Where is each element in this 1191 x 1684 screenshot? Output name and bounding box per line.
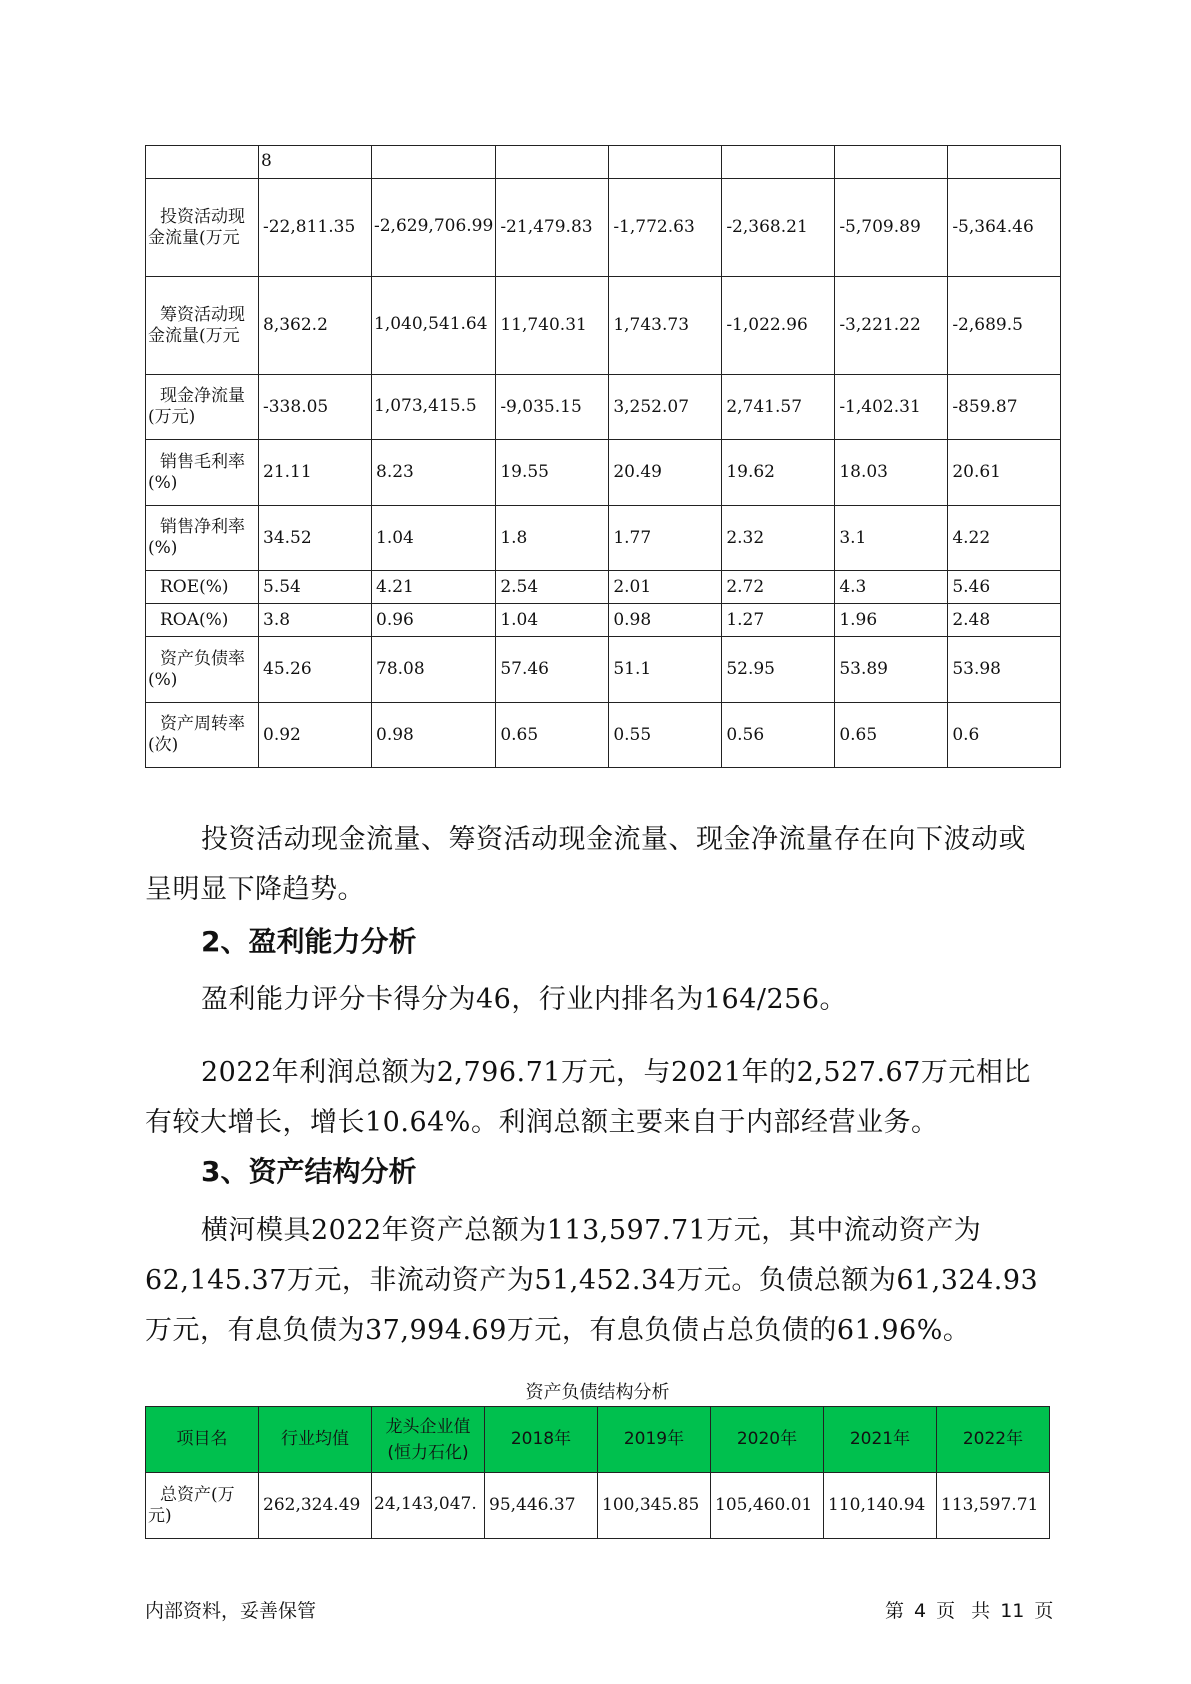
table-cell: -859.87 (948, 375, 1061, 440)
table-cell: 4.22 (948, 506, 1061, 571)
table-cell: 5.54 (259, 571, 372, 604)
row-label: 现金净流量 (万元) (146, 375, 259, 440)
column-header: 行业均值 (259, 1407, 372, 1473)
table-cell: 18.03 (835, 440, 948, 506)
table-cell (372, 146, 496, 179)
table-cell: 4.3 (835, 571, 948, 604)
column-header: 龙头企业值 (恒力石化) (372, 1407, 485, 1473)
table-cell: 53.98 (948, 637, 1061, 703)
table-cell: 2.32 (722, 506, 835, 571)
table-cell (496, 146, 609, 179)
row-label: 筹资活动现 金流量(万元 (146, 277, 259, 375)
table-cell: -1,022.96 (722, 277, 835, 375)
cashflow-summary-paragraph: 投资活动现金流量、筹资活动现金流量、现金净流量存在向下波动或呈明显下降趋势。 (145, 824, 1026, 905)
table-cell: 20.61 (948, 440, 1061, 506)
table-cell: 1.04 (496, 604, 609, 637)
table-cell: 19.62 (722, 440, 835, 506)
table-cell: 8 (259, 146, 372, 179)
table-cell: 1.8 (496, 506, 609, 571)
table-cell: 2,741.57 (722, 375, 835, 440)
footer-confidential-note: 内部资料，妥善保管 (145, 1600, 317, 1622)
row-label: 投资活动现 金流量(万元 (146, 179, 259, 277)
table-cell: 8,362.2 (259, 277, 372, 375)
table-cell: 4.21 (372, 571, 496, 604)
table-cell: 5.46 (948, 571, 1061, 604)
table-cell (146, 146, 259, 179)
column-header: 2018年 (485, 1407, 598, 1473)
table-cell: 0.98 (609, 604, 722, 637)
section-heading-asset-structure: 3、资产结构分析 (201, 1155, 417, 1188)
table-cell: -1,402.31 (835, 375, 948, 440)
table-cell: 51.1 (609, 637, 722, 703)
table-cell: 53.89 (835, 637, 948, 703)
table-cell: 8.23 (372, 440, 496, 506)
profitability-score-paragraph: 盈利能力评分卡得分为46，行业内排名为164/256。 (201, 984, 848, 1015)
table-cell (835, 146, 948, 179)
table-cell: 2.01 (609, 571, 722, 604)
column-header: 2021年 (824, 1407, 937, 1473)
table-row (146, 637, 1061, 703)
table-cell: 34.52 (259, 506, 372, 571)
table-cell: 1,073,415.5 (372, 375, 496, 440)
table-cell: 95,446.37 (485, 1473, 598, 1539)
column-header: 项目名 (146, 1407, 259, 1473)
table-cell: -2,368.21 (722, 179, 835, 277)
table-cell: 52.95 (722, 637, 835, 703)
row-label: 销售净利率 (%) (146, 506, 259, 571)
balance-structure-table (145, 1406, 1050, 1539)
section-heading-profitability: 2、盈利能力分析 (201, 925, 417, 958)
table-row (146, 506, 1061, 571)
row-label: ROE(%) (146, 571, 259, 604)
table-cell (948, 146, 1061, 179)
table-row (146, 179, 1061, 277)
row-label: ROA(%) (146, 604, 259, 637)
table-cell: 1,040,541.64 (372, 277, 496, 375)
table-cell: 1.04 (372, 506, 496, 571)
table-cell: 19.55 (496, 440, 609, 506)
table-cell: 0.98 (372, 703, 496, 768)
row-label: 资产负债率 (%) (146, 637, 259, 703)
table-cell: 21.11 (259, 440, 372, 506)
column-header: 2022年 (937, 1407, 1050, 1473)
table-row (146, 571, 1061, 604)
table-cell: -2,689.5 (948, 277, 1061, 375)
row-label: 总资产(万 元) (146, 1473, 259, 1539)
profit-total-paragraph: 2022年利润总额为2,796.71万元，与2021年的2,527.67万元相比有较大增长，增长10.64%。利润总额主要来自于内部经营业务。 (145, 1057, 1031, 1138)
table-cell: 20.49 (609, 440, 722, 506)
table-cell: 100,345.85 (598, 1473, 711, 1539)
column-header: 2020年 (711, 1407, 824, 1473)
table-row (146, 703, 1061, 768)
table-cell: 3,252.07 (609, 375, 722, 440)
table-cell (609, 146, 722, 179)
row-label: 资产周转率 (次) (146, 703, 259, 768)
table-row (146, 604, 1061, 637)
table-cell: 110,140.94 (824, 1473, 937, 1539)
table-cell: 1.77 (609, 506, 722, 571)
table-cell: 0.65 (496, 703, 609, 768)
column-header: 2019年 (598, 1407, 711, 1473)
table-header-row (146, 1407, 1050, 1473)
table-row (146, 375, 1061, 440)
table-cell: 3.1 (835, 506, 948, 571)
table-cell: 105,460.01 (711, 1473, 824, 1539)
table-cell: 11,740.31 (496, 277, 609, 375)
table-cell: 0.92 (259, 703, 372, 768)
table-cell: 0.6 (948, 703, 1061, 768)
table-cell: -5,709.89 (835, 179, 948, 277)
table-cell: -2,629,706.99 (372, 179, 496, 277)
table-cell: 78.08 (372, 637, 496, 703)
table-cell: 0.96 (372, 604, 496, 637)
table-cell: 2.72 (722, 571, 835, 604)
table-cell: 45.26 (259, 637, 372, 703)
table-row (146, 440, 1061, 506)
table-row (146, 277, 1061, 375)
financial-indicators-table (145, 145, 1061, 768)
table-cell (722, 146, 835, 179)
table-cell: 24,143,047. (372, 1473, 485, 1539)
table-cell: -5,364.46 (948, 179, 1061, 277)
table-row (146, 146, 1061, 179)
table-cell: 0.56 (722, 703, 835, 768)
table-caption: 资产负债结构分析 (525, 1382, 670, 1403)
table-cell: -22,811.35 (259, 179, 372, 277)
table-cell: -3,221.22 (835, 277, 948, 375)
table-cell: 0.65 (835, 703, 948, 768)
table-cell: 2.48 (948, 604, 1061, 637)
table-cell: 1.27 (722, 604, 835, 637)
row-label: 销售毛利率 (%) (146, 440, 259, 506)
table-cell: 57.46 (496, 637, 609, 703)
table-cell: 3.8 (259, 604, 372, 637)
table-cell: -9,035.15 (496, 375, 609, 440)
asset-structure-paragraph: 横河模具2022年资产总额为113,597.71万元，其中流动资产为62,145.37万元，非流动资产为51,452.34万元。负债总额为61,324.93万元，有息负债为37,994.69万元，有息负债占总负债的61.96%。 (145, 1215, 1039, 1346)
table-cell: 2.54 (496, 571, 609, 604)
table-cell: -338.05 (259, 375, 372, 440)
table-row (146, 1473, 1050, 1539)
page-number: 第 4 页 共 11 页 (885, 1600, 1054, 1622)
table-cell: 1,743.73 (609, 277, 722, 375)
table-cell: 1.96 (835, 604, 948, 637)
table-cell: 262,324.49 (259, 1473, 372, 1539)
table-cell: -21,479.83 (496, 179, 609, 277)
table-cell: 0.55 (609, 703, 722, 768)
table-cell: -1,772.63 (609, 179, 722, 277)
table-cell: 113,597.71 (937, 1473, 1050, 1539)
